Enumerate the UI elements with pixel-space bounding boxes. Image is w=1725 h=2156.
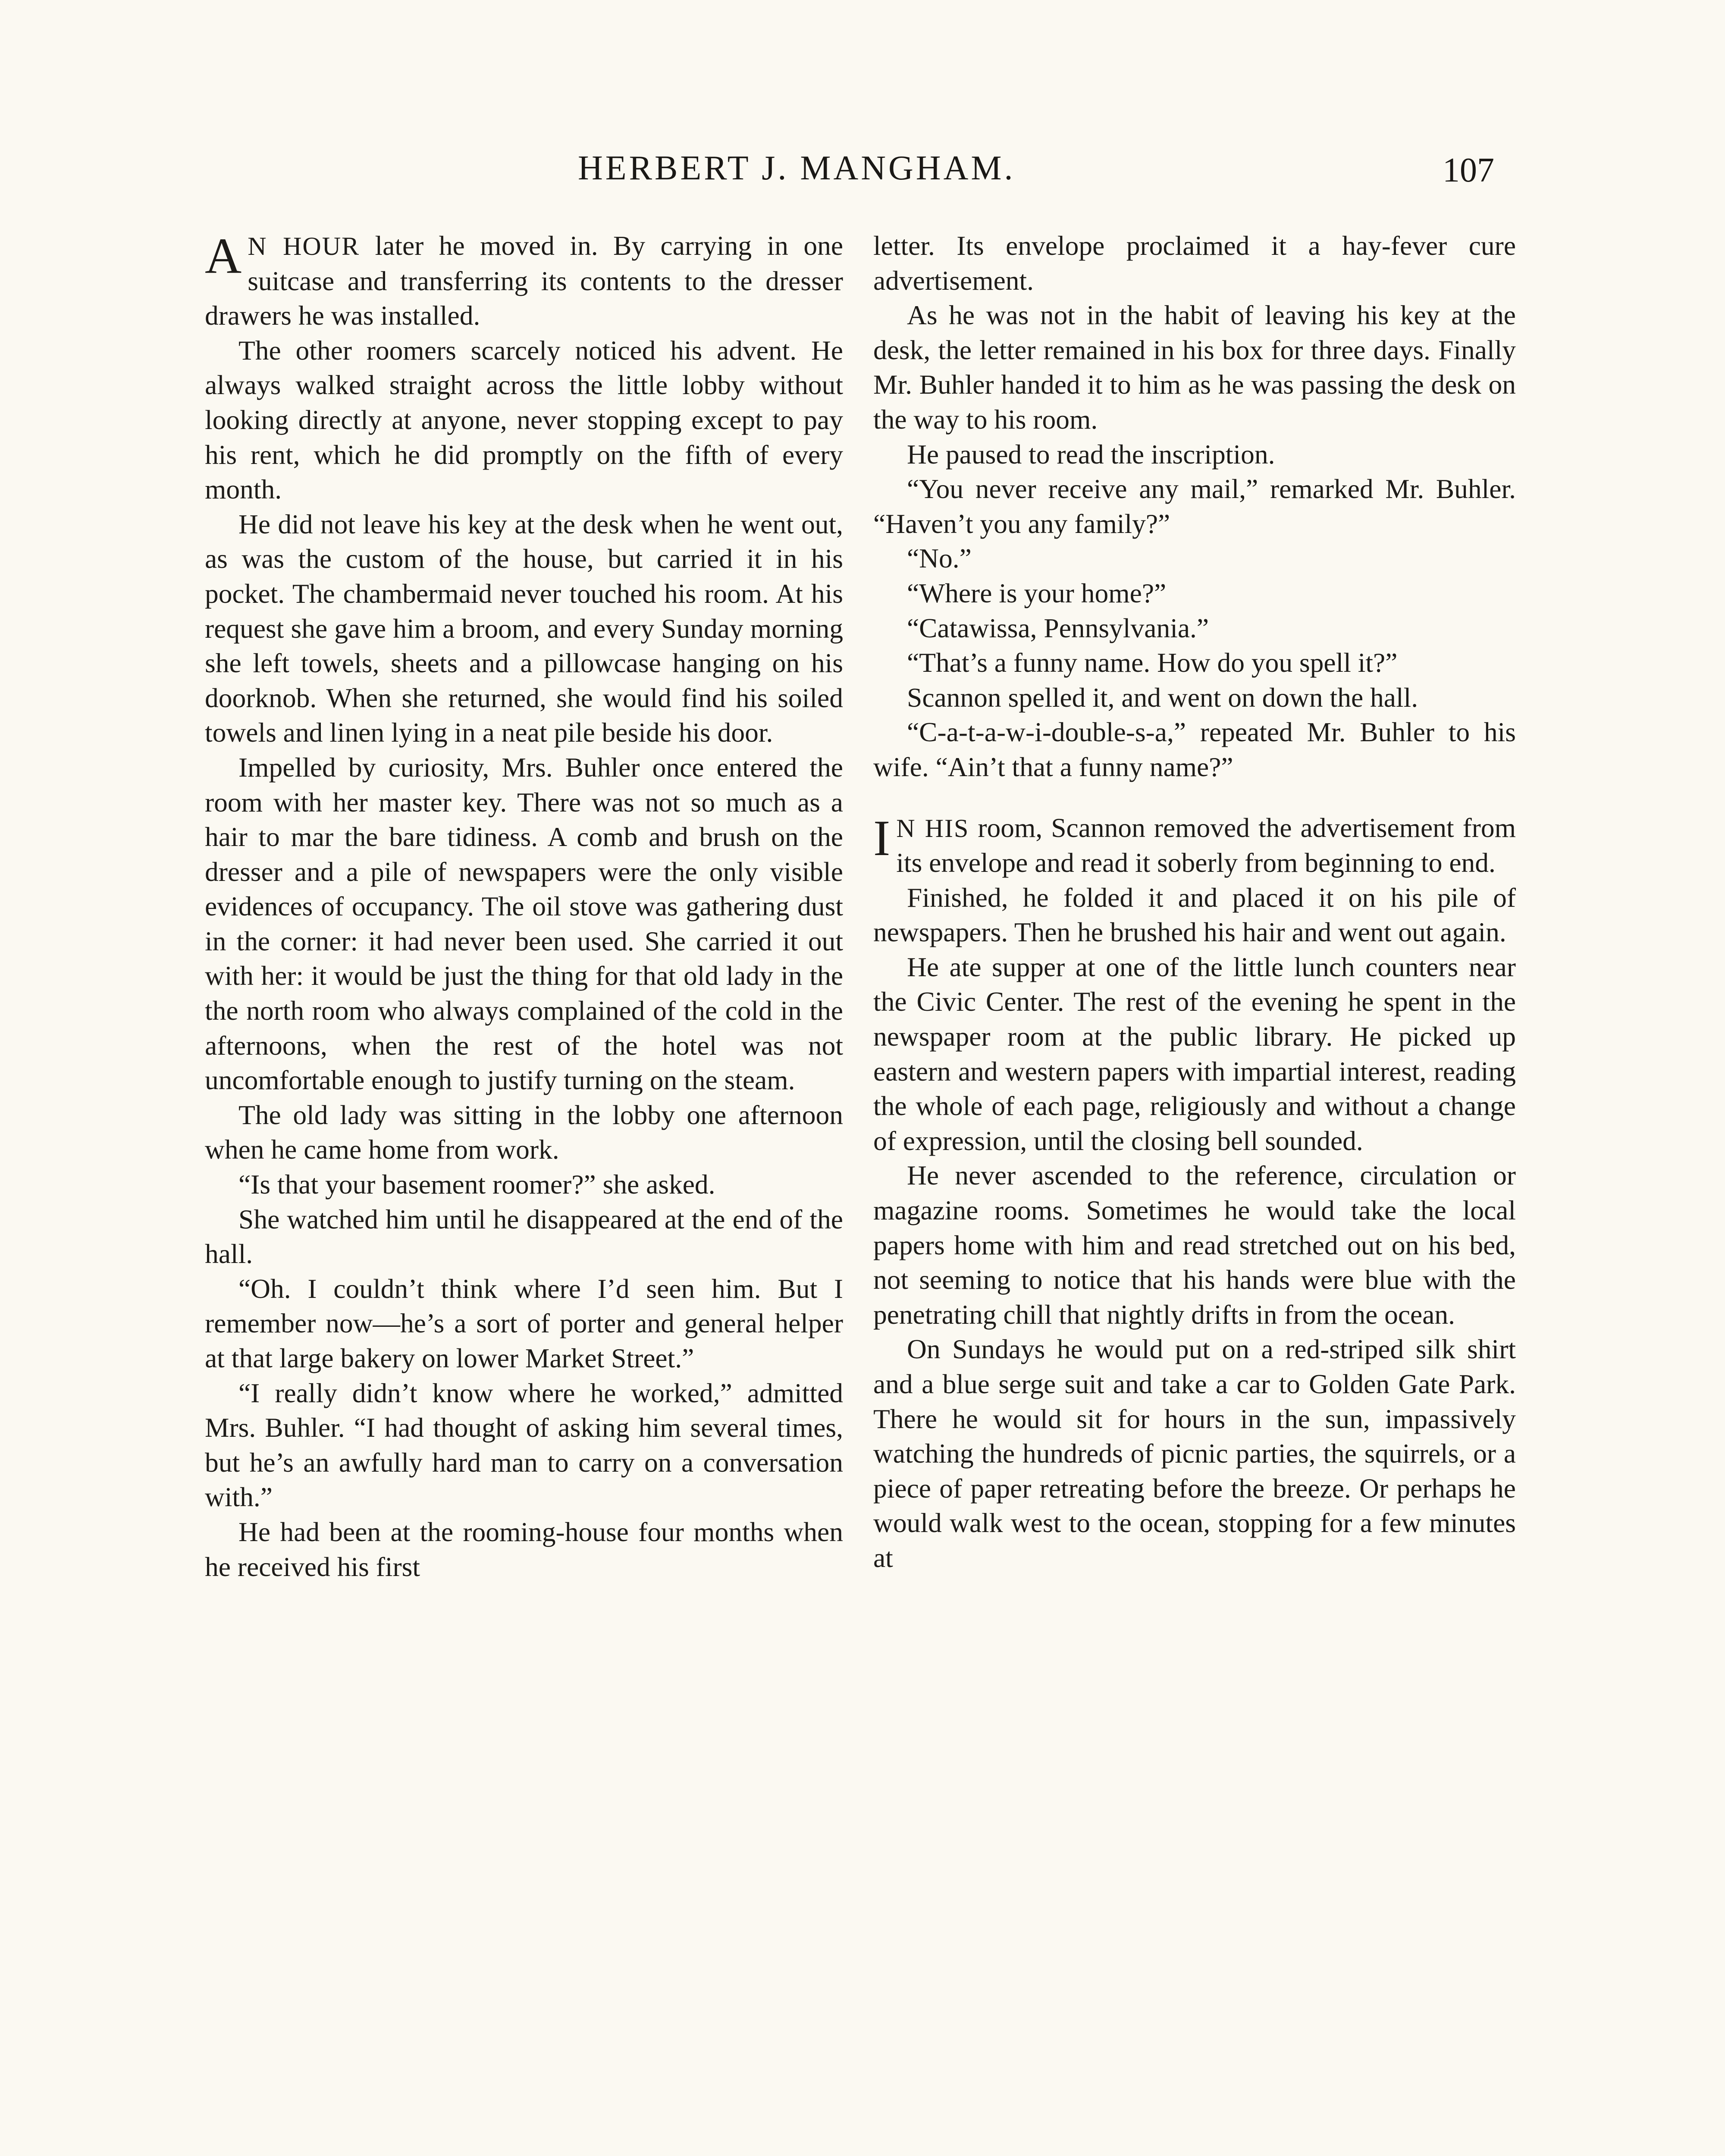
right-column — [873, 229, 1516, 1576]
paragraph: “You never receive any mail,” remarked Mr. Buhler. “Haven’t you any family?” — [873, 473, 1516, 539]
paragraph: “No.” — [907, 543, 972, 574]
page-number: 107 — [1443, 151, 1494, 189]
paragraph: She watched him until he disappeared at the end of the hall. — [205, 1203, 843, 1269]
lead-in: N HOUR — [248, 232, 360, 260]
running-head: HERBERT J. MANGHAM. — [578, 149, 1016, 187]
paragraph: “Catawissa, Pennsylvania.” — [907, 612, 1209, 643]
paragraph: “Is that your basement roomer?” she asked. — [238, 1169, 715, 1200]
paragraph: As he was not in the habit of leaving his key at the desk, the letter remained in his box for three days. Finally Mr. Buhler handed it to him as he was passing the desk on the way to his room. — [873, 300, 1516, 435]
paragraph: “Where is your home?” — [907, 577, 1167, 608]
paragraph: He ate supper at one of the little lunch counters near the Civic Center. The rest of the evening he spent in the newspaper room at the public library. He picked up eastern and western papers with impartial interest, reading the whole of each page, religiously and without a change of expression, until the closing bell sounded. — [873, 951, 1516, 1156]
left-column — [205, 229, 843, 1584]
paragraph: He never ascended to the reference, circulation or magazine rooms. Sometimes he would take the local papers home with him and read stretched out on his bed, not seeming to notice that his hands were blue with the penetrating chill that nightly drifts in from the ocean. — [873, 1160, 1516, 1330]
paragraph: He paused to read the inscription. — [907, 439, 1275, 470]
paragraph: Finished, he folded it and placed it on his pile of newspapers. Then he brushed his hair and went out again. — [873, 882, 1516, 948]
lead-in: N HIS — [896, 814, 969, 843]
paragraph: The old lady was sitting in the lobby one afternoon when he came home from work. — [205, 1099, 843, 1165]
paragraph: “That’s a funny name. How do you spell it?” — [907, 647, 1398, 678]
paragraph: Scannon spelled it, and went on down the hall. — [907, 682, 1418, 713]
paragraph — [205, 229, 843, 333]
paragraph: letter. Its envelope proclaimed it a hay-fever cure advertisement. — [873, 230, 1516, 296]
paragraph-text: later he moved in. By carrying in one suitcase and transferring its contents to the dresser drawers he was installed. — [205, 230, 844, 331]
paragraph: He had been at the rooming-house four months when he received his first — [205, 1516, 843, 1582]
paragraph: “C-a-t-a-w-i-double-s-a,” repeated Mr. Buhler to his wife. “Ain’t that a funny name?” — [873, 717, 1516, 782]
paragraph-text: room, Scannon removed the advertisement from its envelope and read it soberly from beginning to end. — [896, 812, 1516, 878]
paragraph — [873, 811, 1516, 881]
drop-cap: A — [205, 228, 242, 284]
paragraph: Impelled by curiosity, Mrs. Buhler once entered the room with her master key. There was not so much as a hair to mar the bare tidiness. A comb and brush on the dresser and a pile of newspapers were the only visible evidences of occupancy. The oil stove was gathering dust in the corner: it had never been used. She carried it out with her: it would be just the thing for that old lady in the the north room who always complained of the cold in the afternoons, when the rest of the hotel was not uncomfortable enough to justify turning on the steam. — [205, 752, 843, 1096]
drop-cap: I — [873, 809, 891, 866]
paragraph: “Oh. I couldn’t think where I’d seen him. But I remember now—he’s a sort of porter and general helper at that large bakery on lower Market Street.” — [205, 1273, 843, 1373]
paragraph: The other roomers scarcely noticed his advent. He always walked straight across the little lobby without looking directly at anyone, never stopping except to pay his rent, which he did promptly on the fifth of every month. — [205, 335, 843, 505]
paragraph: On Sundays he would put on a red-striped silk shirt and a blue serge suit and take a car to Golden Gate Park. There he would sit for hours in the sun, impassively watching the hundreds of picnic parties, the squirrels, or a piece of paper retreating before the breeze. Or perhaps he would walk west to the ocean, stopping for a few minutes at — [873, 1334, 1516, 1573]
paragraph: He did not leave his key at the desk when he went out, as was the custom of the house, but carried it in his pocket. The chambermaid never touched his room. At his request she gave him a broom, and every Sunday morning she left towels, sheets and a pillowcase hanging on his doorknob. When she returned, she would find his soiled towels and linen lying in a neat pile beside his door. — [205, 508, 843, 748]
paragraph: “I really didn’t know where he worked,” admitted Mrs. Buhler. “I had thought of asking him several times, but he’s an awfully hard man to carry on a conversation with.” — [205, 1377, 843, 1513]
